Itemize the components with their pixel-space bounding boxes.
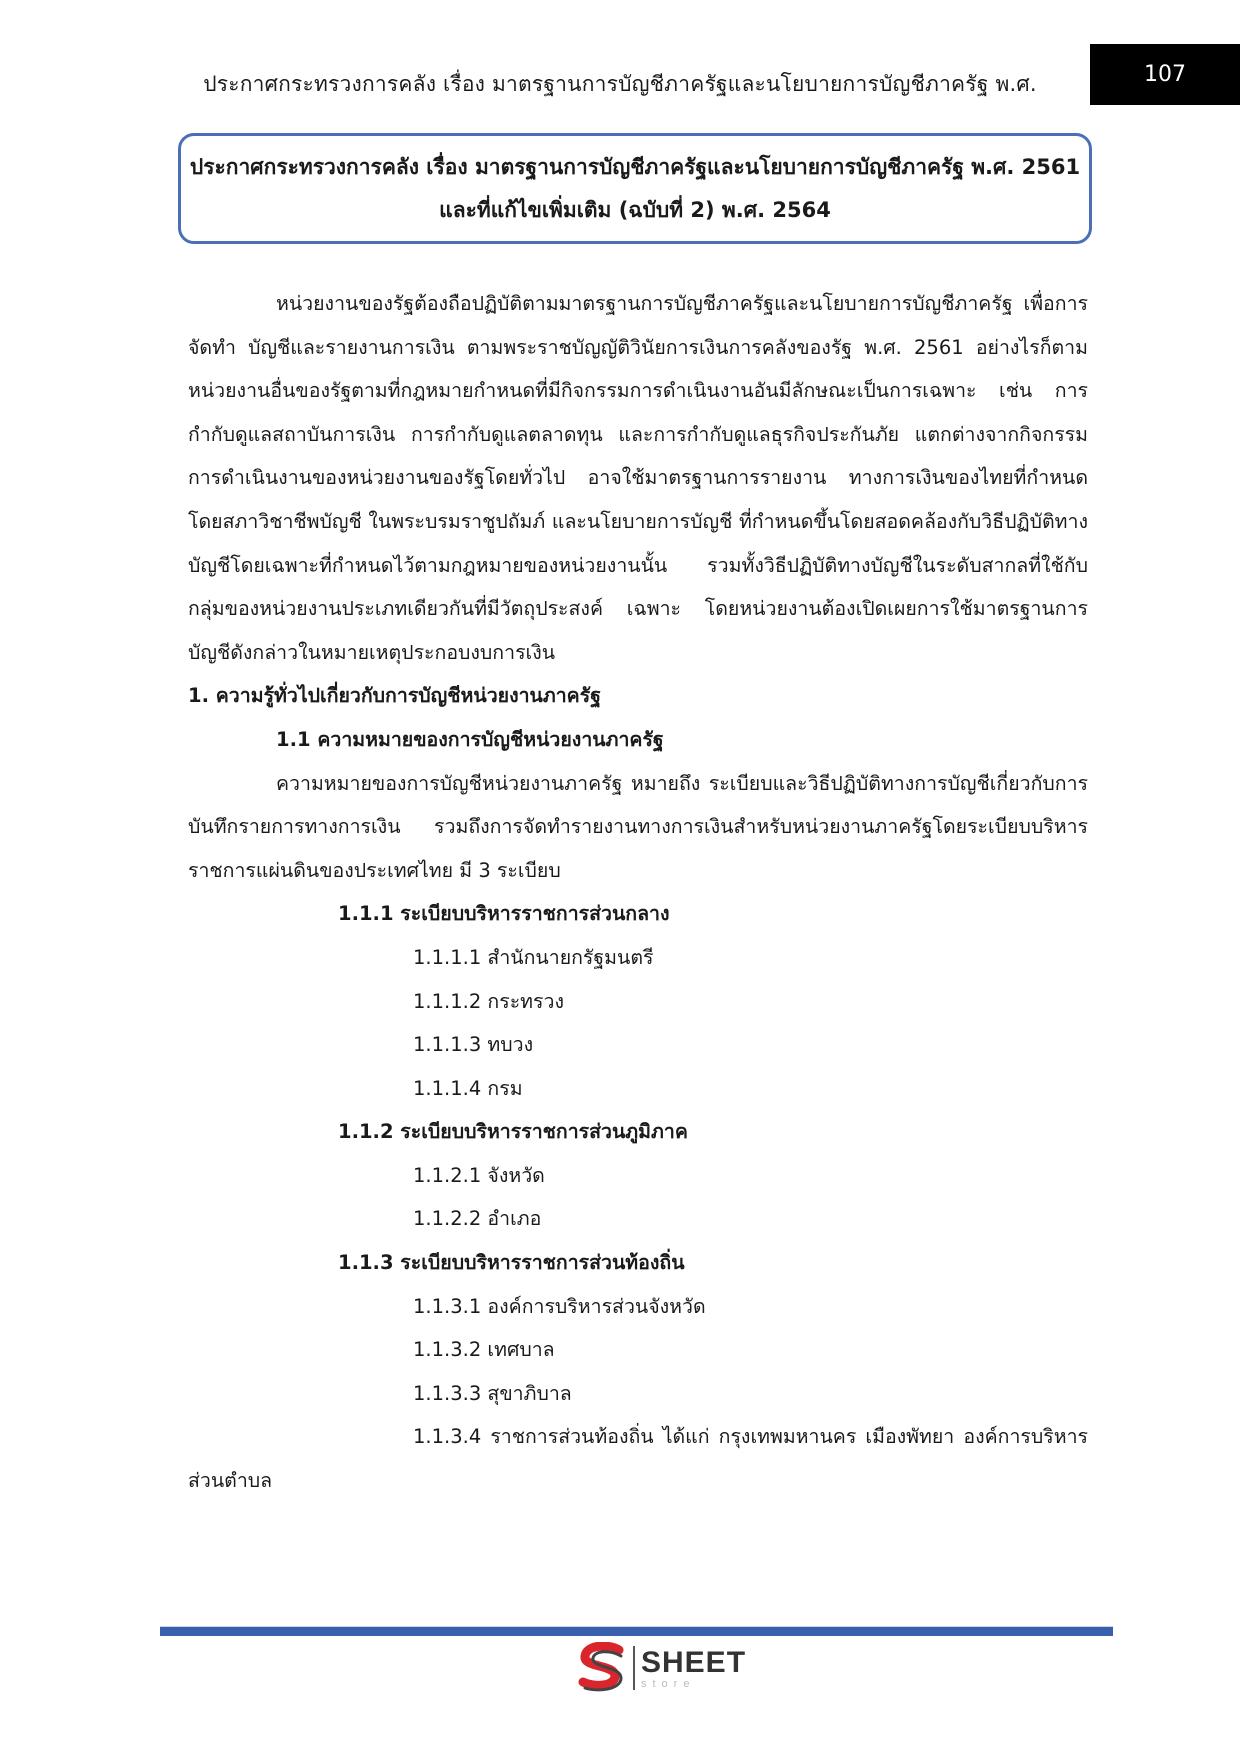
intro-paragraph: หน่วยงานของรัฐต้องถือปฏิบัติตามมาตรฐานการบัญชีภาครัฐและนโยบายการบัญชีภาครัฐ เพื่อการจัดทำ บัญชีและรายงานการเงิน ตามพระราชบัญญัติวินัยการเงินการคลังของรัฐ พ.ศ. 2561 อย่างไรก็ตาม หน่วยงานอื่นของรัฐตามที่กฎหมายกำหนดที่มีกิจกรรมการดำเนินงานอันมีลักษณะเป็นการเฉพาะ เช่น การกำกับดูแลสถาบันการเงิน การกำกับดูแลตลาดทุน และการกำกับดูแลธุรกิจประกันภัย แตกต่างจากกิจกรรมการดำเนินงานของหน่วยงานของรัฐโดยทั่วไป อาจใช้มาตรฐานการรายงาน ทางการเงินของไทยที่กำหนดโดยสภาวิชาชีพบัญชี ในพระบรมราชูปถัมภ์ และนโยบายการบัญชี ที่กำหนดขึ้นโดยสอดคล้องกับวิธีปฏิบัติทางบัญชีโดยเฉพาะที่กำหนดไว้ตามกฎหมายของหน่วยงานนั้น รวมทั้งวิธีปฏิบัติทางบัญชีในระดับสากลที่ใช้กับกลุ่มของหน่วยงานประเภทเดียวกันที่มีวัตถุประสงค์ เฉพาะ โดยหน่วยงานต้องเปิดเผยการใช้มาตรฐานการบัญชีดังกล่าวในหมายเหตุประกอบงบการเงิน	[188, 292, 1088, 664]
list-item: 1.1.3.2 เทศบาล	[413, 1338, 555, 1362]
sheet-s-icon	[575, 1642, 629, 1694]
running-header-title: ประกาศกระทรวงการคลัง เรื่อง มาตรฐานการบัญชีภาครัฐและนโยบายการบัญชีภาครัฐ พ.ศ.	[203, 72, 1037, 96]
document-title-box	[178, 133, 1092, 244]
sheet-store-logo	[575, 1640, 745, 1696]
list-item: 1.1.1.1 สำนักนายกรัฐมนตรี	[413, 945, 654, 969]
list-item: 1.1.2.2 อำเภอ	[413, 1207, 542, 1231]
footer-rule	[160, 1626, 1113, 1636]
logo-separator	[633, 1646, 635, 1690]
list-item: 1.1.2.1 จังหวัด	[413, 1163, 545, 1187]
group-heading-local: 1.1.3 ระเบียบบริหารราชการส่วนท้องถิ่น	[338, 1251, 685, 1275]
page-number-tab	[1090, 44, 1240, 105]
page-number: 107	[1144, 62, 1186, 87]
list-item-last: 1.1.3.4 ราชการส่วนท้องถิ่น ได้แก่ กรุงเทพมหานคร เมืองพัทยา องค์การบริหารส่วนตำบล	[188, 1425, 1088, 1493]
list-item: 1.1.1.2 กระทรวง	[413, 989, 564, 1013]
group-heading-regional: 1.1.2 ระเบียบบริหารราชการส่วนภูมิภาค	[338, 1120, 688, 1144]
section-1-heading: 1. ความรู้ทั่วไปเกี่ยวกับการบัญชีหน่วยงานภาครัฐ	[188, 684, 601, 708]
list-item: 1.1.3.3 สุขาภิบาล	[413, 1381, 572, 1405]
list-item: 1.1.3.1 องค์การบริหารส่วนจังหวัด	[413, 1294, 706, 1318]
list-item: 1.1.1.3 ทบวง	[413, 1033, 534, 1057]
list-item: 1.1.1.4 กรม	[413, 1076, 523, 1100]
document-body	[188, 282, 1088, 1503]
group-heading-central: 1.1.1 ระเบียบบริหารราชการส่วนกลาง	[338, 902, 670, 926]
document-title-line-1: ประกาศกระทรวงการคลัง เรื่อง มาตรฐานการบัญชีภาครัฐและนโยบายการบัญชีภาครัฐ พ.ศ. 2561	[189, 154, 1081, 179]
logo-subtext: store	[641, 1678, 696, 1690]
definition-paragraph: ความหมายของการบัญชีหน่วยงานภาครัฐ หมายถึง ระเบียบและวิธีปฏิบัติทางการบัญชีเกี่ยวกับการบันทึกรายการทางการเงิน รวมถึงการจัดทำรายงานทางการเงินสำหรับหน่วยงานภาครัฐโดยระเบียบบริหารราชการแผ่นดินของประเทศไทย มี 3 ระเบียบ	[188, 771, 1088, 882]
document-title-line-2: และที่แก้ไขเพิ่มเติม (ฉบับที่ 2) พ.ศ. 2564	[439, 197, 831, 222]
logo-text: SHEET	[641, 1646, 747, 1679]
section-1-1-heading: 1.1 ความหมายของการบัญชีหน่วยงานภาครัฐ	[276, 727, 664, 751]
